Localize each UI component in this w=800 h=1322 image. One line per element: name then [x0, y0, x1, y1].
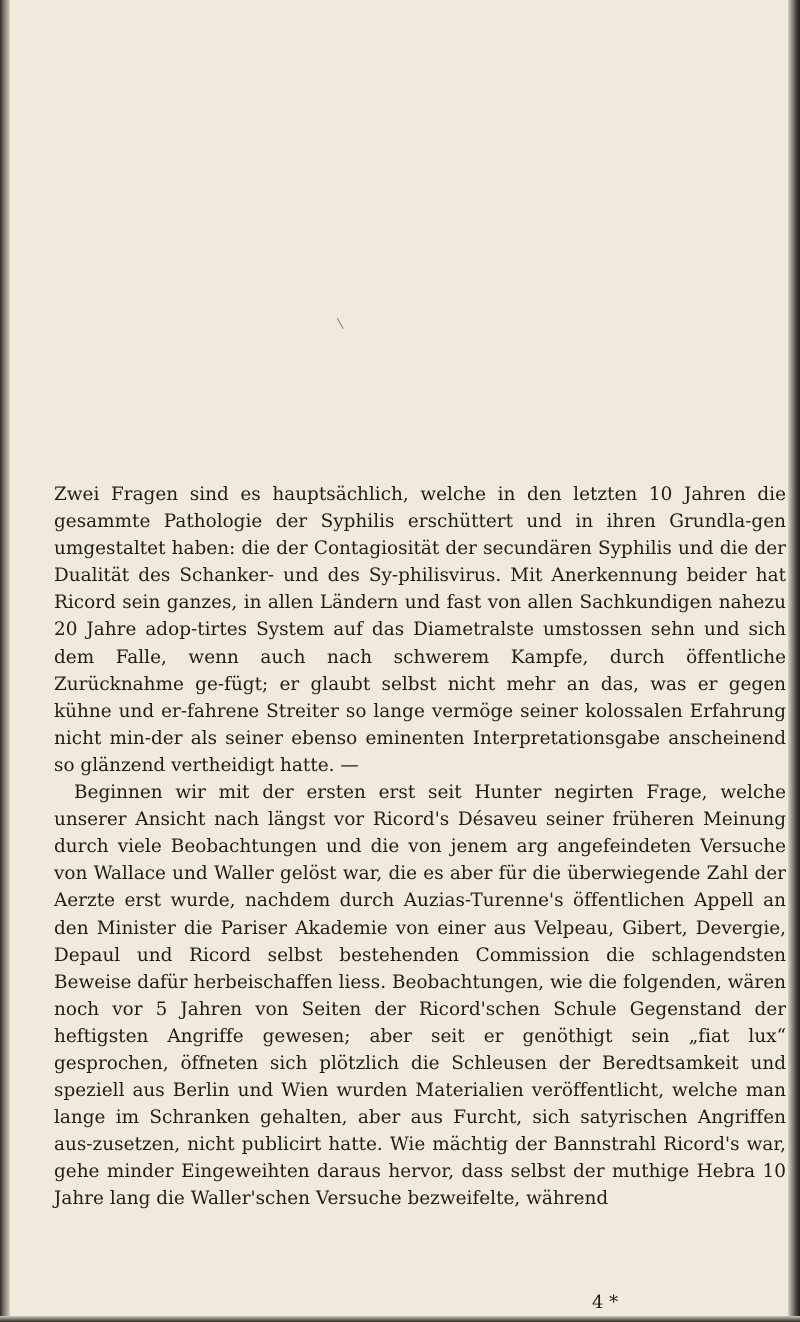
right-page-edge	[788, 0, 800, 1322]
left-page-edge	[0, 0, 10, 1322]
page-number: 4 *	[592, 1292, 619, 1313]
paragraph-2: Beginnen wir mit der ersten erst seit Hunter negirten Frage, welche unserer Ansicht nach längst vor Ricord's Désaveu seiner früheren Meinung durch viele Beobachtungen und die von jenem arg angefeindeten Versuche von Wallace und Waller gelöst war, die es aber für die überwiegende Zahl der Aerzte erst wurde, nachdem durch Auzias-Turenne's öffentlichen Appell an den Minister die Pariser Akademie von einer aus Velpeau, Gibert, Devergie, Depaul und Ricord selbst bestehenden Commission die schlagendsten Beweise dafür herbeischaffen liess. Beobachtungen, wie die folgenden, wären noch vor 5 Jahren von Seiten der Ricord'schen Schule Gegenstand der heftigsten Angriffe gewesen; aber seit er genöthigt sein „fiat lux“ gesprochen, öffneten sich plötzlich die Schleusen der Beredtsamkeit und speziell aus Berlin und Wien wurden Materialien veröffentlicht, welche man lange im Schranken gehalten, aber aus Furcht, sich satyrischen Angriffen aus-zusetzen, nicht publicirt hatte. Wie mächtig der Bannstrahl Ricord's war, gehe minder Eingeweihten daraus hervor, dass selbst der muthige Hebra 10 Jahre lang die Waller'schen Versuche bezweifelte, während	[54, 782, 786, 1210]
ink-speck: \	[336, 315, 345, 333]
bottom-page-edge	[0, 1316, 800, 1322]
body-text	[54, 481, 786, 1213]
paragraph-1: Zwei Fragen sind es hauptsächlich, welche in den letzten 10 Jahren die gesammte Pathologie der Syphilis erschüttert und in ihren Grundla-gen umgestaltet haben: die der Contagiosität der secundären Syphilis und die der Dualität des Schanker- und des Sy-philisvirus. Mit Anerkennung beider hat Ricord sein ganzes, in allen Ländern und fast von allen Sachkundigen nahezu 20 Jahre adop-tirtes System auf das Diametralste umstossen sehn und sich dem Falle, wenn auch nach schwerem Kampfe, durch öffentliche Zurücknahme ge-fügt; er glaubt selbst nicht mehr an das, was er gegen kühne und er-fahrene Streiter so lange vermöge seiner kolossalen Erfahrung nicht min-der als seiner ebenso eminenten Interpretationsgabe anscheinend so glänzend vertheidigt hatte. —	[54, 484, 786, 776]
